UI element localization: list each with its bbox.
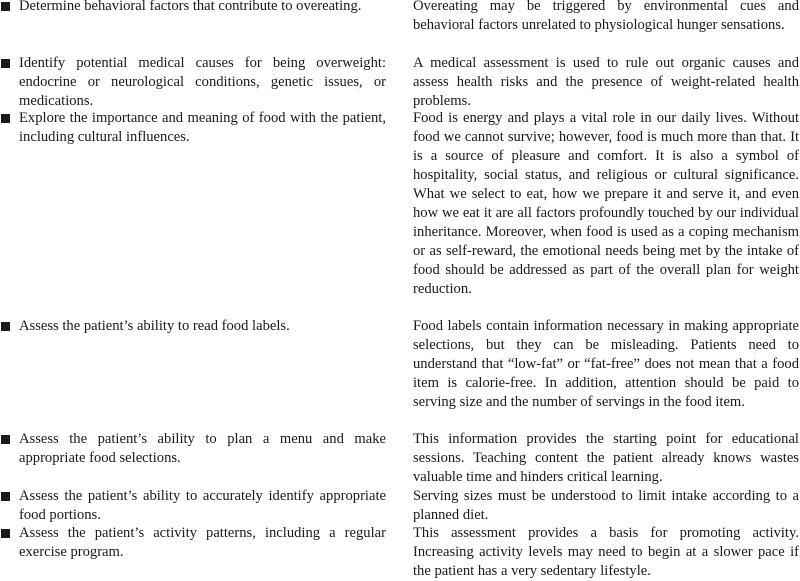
square-bullet-icon xyxy=(1,322,10,331)
square-bullet-icon xyxy=(1,492,10,501)
rationale-text: This assessment provides a basis for promoting activity. Increasing activity levels may need to begin at a slower pace if the patient has a very sedentary lifestyle. xyxy=(413,525,799,579)
intervention-text: Assess the patient’s activity patterns, including a regular exercise program. xyxy=(19,525,386,560)
rationale-text: Serving sizes must be understood to limit intake according to a planned diet. xyxy=(413,488,799,523)
intervention-text: Assess the patient’s ability to read food labels. xyxy=(19,318,290,334)
rationale-text: Overeating may be triggered by environmental cues and behavioral factors unrelated to physiological hunger sensations. xyxy=(413,0,799,33)
intervention-item xyxy=(0,524,386,562)
square-bullet-icon xyxy=(1,435,10,444)
rationale-text: Food labels contain information necessary in making appropriate selections, but they can be misleading. Patients need to understand that “low-fat” or “fat-free” does not mean that a food item is calorie-free. In addition, attention should be paid to serving size and the number of servings in the food item. xyxy=(413,318,799,410)
intervention-item xyxy=(0,430,386,468)
intervention-item xyxy=(0,0,386,16)
square-bullet-icon xyxy=(1,529,10,538)
rationale-text: A medical assessment is used to rule out organic causes and assess health risks and the presence of weight-related health problems. xyxy=(413,55,799,109)
intervention-text: Explore the importance and meaning of food with the patient, including cultural influences. xyxy=(19,110,386,145)
square-bullet-icon xyxy=(1,2,10,11)
square-bullet-icon xyxy=(1,59,10,68)
square-bullet-icon xyxy=(1,114,10,123)
rationale-text: This information provides the starting point for educational sessions. Teaching content the patient already knows wastes valuable time and hinders critical learning. xyxy=(413,431,799,485)
intervention-item xyxy=(0,109,386,147)
intervention-item xyxy=(0,54,386,111)
intervention-text: Assess the patient’s ability to plan a menu and make appropriate food selections. xyxy=(19,431,386,466)
intervention-text: Determine behavioral factors that contribute to overeating. xyxy=(19,0,362,14)
intervention-item xyxy=(0,487,386,525)
intervention-text: Identify potential medical causes for being overweight: endocrine or neurological conditions, genetic issues, or medications. xyxy=(19,55,386,109)
rationale-text: Food is energy and plays a vital role in our daily lives. Without food we cannot survive; however, food is much more than that. It is a source of pleasure and comfort. It is also a symbol of hospitality, social status, and religious or cultural significance. What we select to eat, how we prepare it and serve it, and even how we eat it are all factors profoundly touched by our individual inheritance. Moreover, when food is used as a coping mechanism or as self-reward, the emotional needs being met by the intake of food should be addressed as part of the overall plan for weight reduction. xyxy=(413,110,799,297)
intervention-text: Assess the patient’s ability to accurately identify appropriate food portions. xyxy=(19,488,386,523)
intervention-item xyxy=(0,317,386,336)
